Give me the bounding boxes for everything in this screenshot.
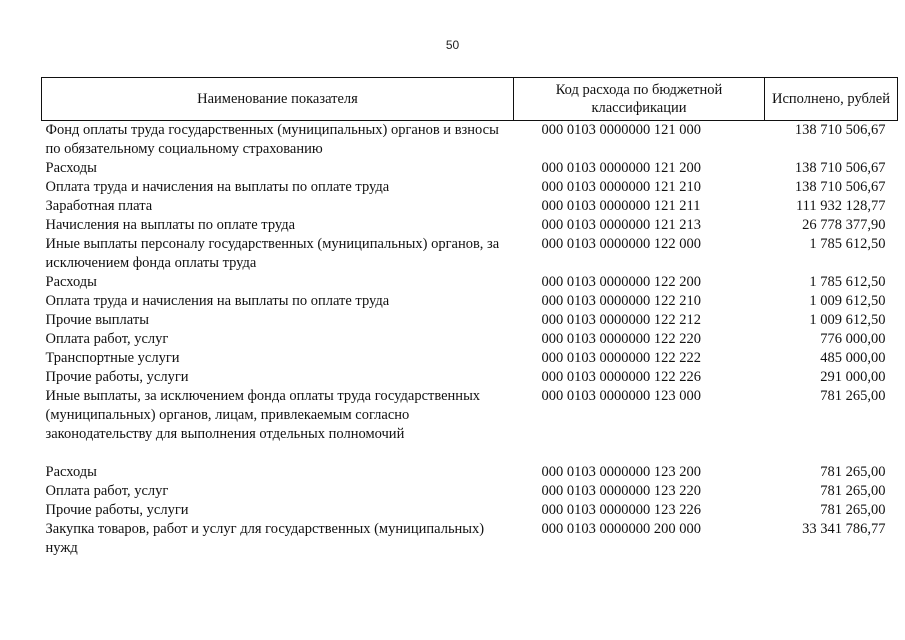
table-row: [42, 349, 898, 368]
table-row: [42, 311, 898, 330]
row-name: Оплата работ, услуг: [45, 483, 169, 499]
row-name: Прочие работы, услуги: [45, 369, 189, 385]
row-amount: 111 932 128,77: [795, 198, 886, 214]
row-code: 000 0103 0000000 200 000: [541, 521, 701, 537]
row-name: Расходы: [45, 464, 97, 480]
row-name: Транспортные услуги: [45, 350, 180, 366]
row-code: 000 0103 0000000 123 220: [541, 483, 701, 499]
table-body: [42, 121, 898, 559]
table-row: [42, 235, 898, 273]
row-amount: 781 265,00: [820, 464, 886, 480]
table-row: [42, 330, 898, 349]
table-row: [42, 520, 898, 558]
row-name: Прочие работы, услуги: [45, 502, 189, 518]
row-name: Оплата работ, услуг: [45, 331, 169, 347]
row-code: 000 0103 0000000 122 210: [541, 293, 701, 309]
table-row: [42, 482, 898, 501]
row-code: 000 0103 0000000 121 000: [541, 122, 701, 138]
row-code: 000 0103 0000000 121 200: [541, 160, 701, 176]
table-row: [42, 501, 898, 520]
row-code: 000 0103 0000000 123 200: [541, 464, 701, 480]
table-row: [42, 178, 898, 197]
header-amount-executed: Исполнено, рублей: [765, 78, 898, 121]
row-amount: 781 265,00: [820, 502, 886, 518]
row-code: 000 0103 0000000 123 226: [541, 502, 701, 518]
row-code: 000 0103 0000000 121 213: [541, 217, 701, 233]
row-code: 000 0103 0000000 122 200: [541, 274, 701, 290]
row-code: 000 0103 0000000 123 000: [541, 388, 701, 404]
row-amount: 485 000,00: [820, 350, 886, 366]
table-row: [42, 463, 898, 482]
table-row: [42, 197, 898, 216]
row-code: 000 0103 0000000 122 222: [541, 350, 701, 366]
row-name: Оплата труда и начисления на выплаты по оплате труда: [45, 293, 390, 309]
table-header: [42, 78, 898, 121]
row-name: Иные выплаты персоналу государственных (муниципальных) органов, за исключением фонда оплаты труда: [45, 236, 500, 271]
row-amount: 138 710 506,67: [794, 179, 886, 195]
page-number: 50: [445, 38, 460, 52]
row-amount: 291 000,00: [820, 369, 886, 385]
header-indicator-name: Наименование показателя: [42, 78, 514, 121]
header-row: [42, 78, 898, 121]
row-amount: 1 785 612,50: [809, 274, 886, 290]
row-amount: 1 009 612,50: [809, 312, 886, 328]
row-amount: 138 710 506,67: [794, 122, 886, 138]
row-amount: 26 778 377,90: [802, 217, 886, 233]
row-name: Прочие выплаты: [45, 312, 149, 328]
row-code: 000 0103 0000000 121 210: [541, 179, 701, 195]
row-amount: 781 265,00: [820, 388, 886, 404]
row-code: 000 0103 0000000 122 212: [541, 312, 701, 328]
row-name: Закупка товаров, работ и услуг для государственных (муниципальных) нужд: [45, 521, 485, 556]
row-amount: 138 710 506,67: [794, 160, 886, 176]
row-code: 000 0103 0000000 122 226: [541, 369, 701, 385]
table-row: [42, 216, 898, 235]
row-name: Иные выплаты, за исключением фонда оплаты труда государственных (муниципальных) органов, лицам, привлекаемым согласно законодательству для выполнения отдельных полномочий: [45, 388, 481, 442]
row-name: Начисления на выплаты по оплате труда: [45, 217, 296, 233]
row-code: 000 0103 0000000 121 211: [541, 198, 701, 214]
row-name: Расходы: [45, 160, 97, 176]
table-row: [42, 292, 898, 311]
row-name: Заработная плата: [45, 198, 153, 214]
row-amount: 781 265,00: [820, 483, 886, 499]
table-row: [42, 159, 898, 178]
table-row: [42, 121, 898, 160]
row-amount: 33 341 786,77: [802, 521, 886, 537]
table-row: [42, 273, 898, 292]
row-amount: 1 785 612,50: [809, 236, 886, 252]
row-amount: 1 009 612,50: [809, 293, 886, 309]
row-name: Фонд оплаты труда государственных (муниципальных) органов и взносы по обязательному социальному страхованию: [45, 122, 499, 157]
table-row: [42, 387, 898, 463]
table-row: [42, 368, 898, 387]
row-name: Расходы: [45, 274, 97, 290]
budget-execution-table: [41, 77, 898, 558]
row-code: 000 0103 0000000 122 220: [541, 331, 701, 347]
row-amount: 776 000,00: [820, 331, 886, 347]
row-code: 000 0103 0000000 122 000: [541, 236, 701, 252]
row-name: Оплата труда и начисления на выплаты по оплате труда: [45, 179, 390, 195]
header-budget-code: Код расхода по бюджетной классификации: [514, 78, 765, 121]
